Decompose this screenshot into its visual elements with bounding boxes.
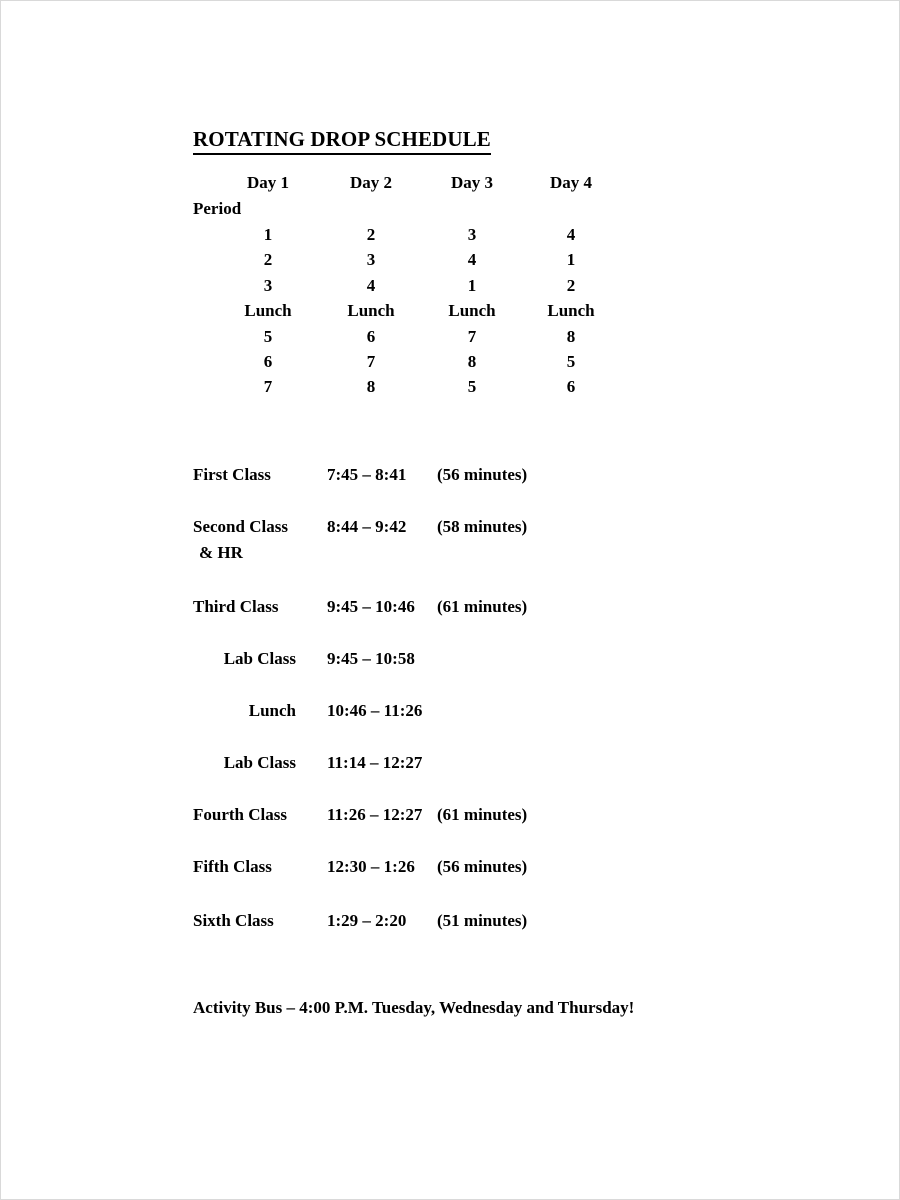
table-cell: 8 xyxy=(366,377,376,397)
table-cell: 8 xyxy=(566,326,576,346)
table-cell: 1 xyxy=(263,225,273,244)
class-duration: (61 minutes) xyxy=(437,597,528,616)
class-name: Sixth Class xyxy=(193,911,274,930)
table-cell: 7 xyxy=(467,326,477,346)
spacer xyxy=(193,727,693,753)
table-cell: 4 xyxy=(566,225,576,244)
class-time: 11:26 – 12:27 xyxy=(327,805,423,824)
table-cell: 6 xyxy=(366,326,376,346)
class-duration: (56 minutes) xyxy=(437,465,528,484)
table-cell: 6 xyxy=(263,351,273,371)
class-name: Third Class xyxy=(193,597,279,616)
table-row xyxy=(193,327,623,352)
table-cell: 3 xyxy=(366,250,376,270)
spacer xyxy=(193,623,693,649)
class-time: 12:30 – 1:26 xyxy=(327,857,415,876)
list-item xyxy=(193,517,693,543)
class-time: 8:44 – 9:42 xyxy=(327,517,407,536)
page-title-text: ROTATING DROP SCHEDULE xyxy=(193,127,491,155)
table-cell: Lunch xyxy=(244,301,292,321)
rotation-table-header-row xyxy=(193,173,623,197)
rotation-table-body xyxy=(193,225,623,403)
class-name: Fifth Class xyxy=(193,857,272,876)
table-cell: 5 xyxy=(467,377,477,397)
table-row xyxy=(193,225,623,250)
list-item xyxy=(193,465,693,491)
column-header-day-3: Day 3 xyxy=(450,173,494,192)
table-cell: 2 xyxy=(263,250,273,270)
spacer xyxy=(193,831,693,857)
table-row xyxy=(193,250,623,275)
table-cell: 6 xyxy=(566,377,576,397)
bell-schedule-list xyxy=(193,465,693,937)
class-name: Lab Class xyxy=(223,753,296,772)
class-time: 11:14 – 12:27 xyxy=(327,753,423,772)
list-item xyxy=(193,805,693,831)
class-name: Second Class xyxy=(193,517,288,536)
list-item xyxy=(193,753,693,779)
class-duration: (56 minutes) xyxy=(437,857,528,876)
table-cell: 8 xyxy=(467,351,477,371)
class-duration: (61 minutes) xyxy=(437,805,528,824)
class-name: First Class xyxy=(193,465,271,484)
table-cell: 5 xyxy=(263,326,273,346)
class-name: Fourth Class xyxy=(193,805,287,824)
list-item xyxy=(193,911,693,937)
list-item-subline xyxy=(193,543,693,569)
spacer xyxy=(193,883,693,911)
class-time: 10:46 – 11:26 xyxy=(327,701,423,720)
activity-bus-note: Activity Bus – 4:00 P.M. Tuesday, Wednesday and Thursday! xyxy=(193,998,635,1017)
rotation-table xyxy=(193,173,623,397)
column-header-day-2: Day 2 xyxy=(349,173,393,192)
class-time: 9:45 – 10:58 xyxy=(327,649,415,668)
table-cell: 5 xyxy=(566,351,576,371)
table-row xyxy=(193,352,623,377)
table-cell: 3 xyxy=(467,225,477,244)
period-column-label: Period xyxy=(193,199,242,218)
list-item xyxy=(193,701,693,727)
class-time: 1:29 – 2:20 xyxy=(327,911,407,930)
list-item xyxy=(193,857,693,883)
table-row xyxy=(193,377,623,402)
class-name: Lab Class xyxy=(223,649,296,668)
spacer xyxy=(193,779,693,805)
class-name: Lunch xyxy=(248,701,296,720)
table-cell: Lunch xyxy=(547,301,595,321)
page-title xyxy=(193,127,491,155)
table-cell: 7 xyxy=(366,351,376,371)
table-cell: 4 xyxy=(366,275,376,295)
spacer xyxy=(193,569,693,597)
list-item xyxy=(193,649,693,675)
class-time: 9:45 – 10:46 xyxy=(327,597,415,616)
spacer xyxy=(193,491,693,517)
table-cell: 2 xyxy=(566,275,576,295)
class-time: 7:45 – 8:41 xyxy=(327,465,407,484)
table-cell: 2 xyxy=(366,225,376,244)
class-duration: (58 minutes) xyxy=(437,517,528,536)
table-row-lunch xyxy=(193,301,623,326)
table-cell: 3 xyxy=(263,275,273,295)
table-cell: 4 xyxy=(467,250,477,270)
class-duration: (51 minutes) xyxy=(437,911,528,930)
table-cell: Lunch xyxy=(448,301,496,321)
table-cell: 1 xyxy=(566,250,576,270)
list-item xyxy=(193,597,693,623)
column-header-day-4: Day 4 xyxy=(549,173,593,192)
class-name-subline: & HR xyxy=(199,543,243,562)
table-cell: Lunch xyxy=(347,301,395,321)
column-header-day-1: Day 1 xyxy=(246,173,290,192)
table-row xyxy=(193,276,623,301)
table-cell: 1 xyxy=(467,275,477,295)
table-cell: 7 xyxy=(263,377,273,397)
spacer xyxy=(193,675,693,701)
